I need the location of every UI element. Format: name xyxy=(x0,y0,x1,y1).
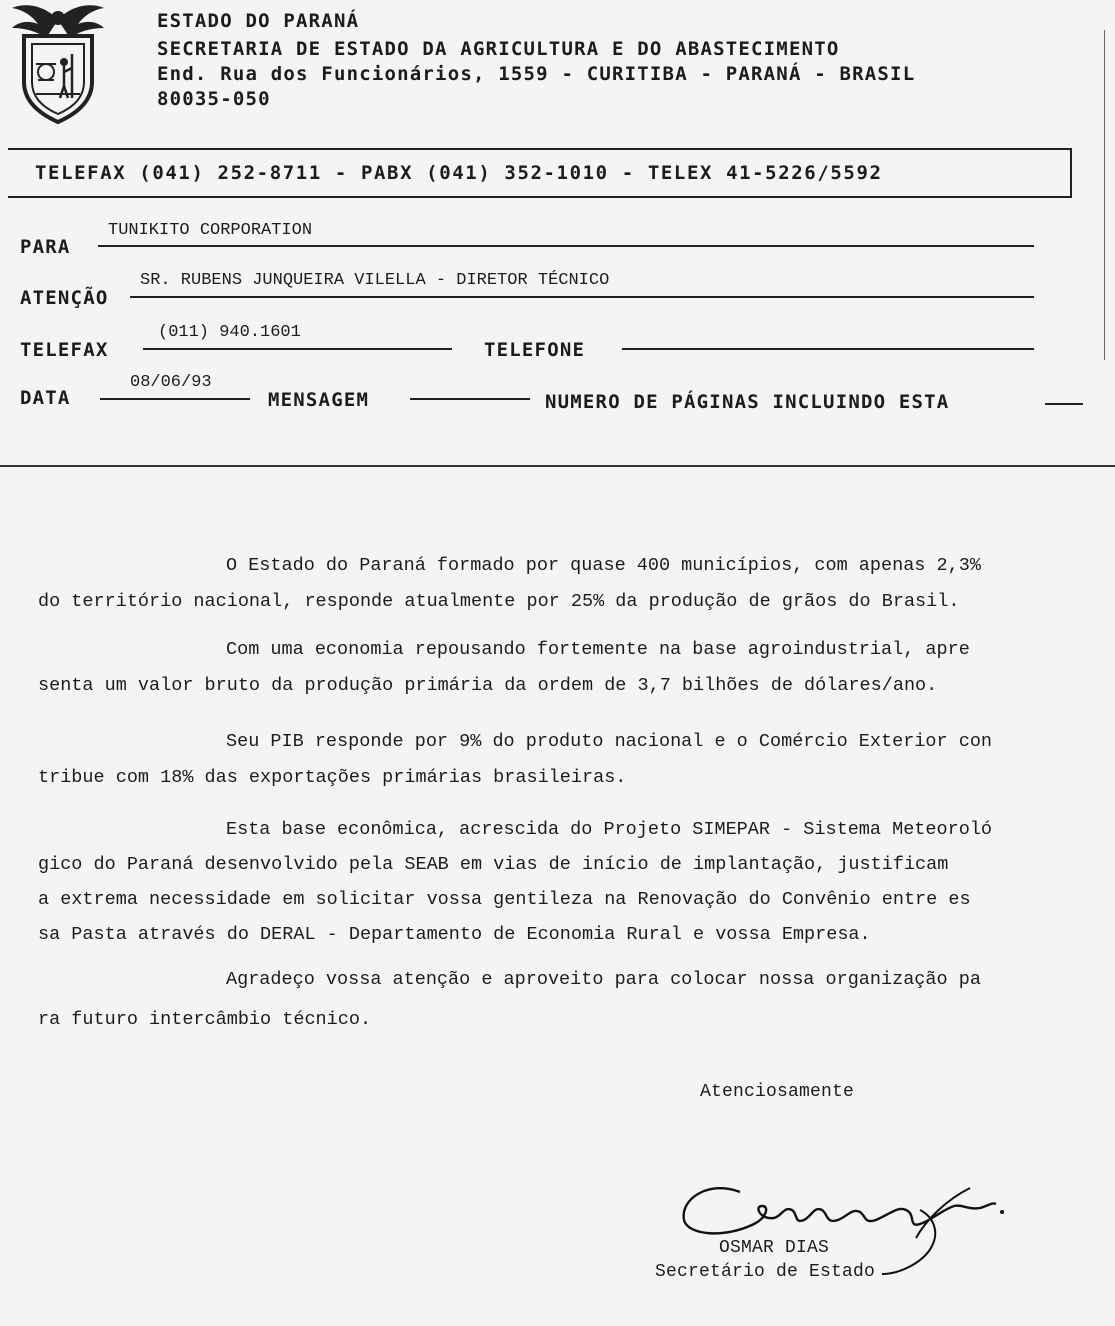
telefax-label: TELEFAX xyxy=(20,339,109,361)
atencao-line xyxy=(130,296,1034,298)
atencao-label: ATENÇÃO xyxy=(20,287,109,309)
paginas-label: NUMERO DE PÁGINAS INCLUINDO ESTA xyxy=(545,391,950,413)
paragraph-line: ra futuro intercâmbio técnico. xyxy=(38,1009,372,1030)
contact-bar-text: TELEFAX (041) 252-8711 - PABX (041) 352-1010 - TELEX 41-5226/5592 xyxy=(35,162,883,184)
signatory-title: Secretário de Estado xyxy=(655,1262,876,1282)
signatory-name: OSMAR DIAS xyxy=(719,1238,830,1258)
letterhead-state: ESTADO DO PARANÁ xyxy=(157,10,360,32)
para-line xyxy=(98,245,1034,247)
atencao-value: SR. RUBENS JUNQUEIRA VILELLA - DIRETOR TÉCNICO xyxy=(140,271,610,290)
paragraph-line: Seu PIB responde por 9% do produto nacional e o Comércio Exterior con xyxy=(226,731,993,752)
telefone-line xyxy=(622,348,1034,350)
paragraph-line: tribue com 18% das exportações primárias brasileiras. xyxy=(38,767,627,788)
paragraph-line: sa Pasta através do DERAL - Departamento de Economia Rural e vossa Empresa. xyxy=(38,924,871,945)
para-value: TUNIKITO CORPORATION xyxy=(108,221,313,240)
letterhead-secretariat: SECRETARIA DE ESTADO DA AGRICULTURA E DO ABASTECIMENTO xyxy=(157,38,840,60)
paragraph-5 xyxy=(38,960,1098,1040)
paragraph-line: do território nacional, responde atualmente por 25% da produção de grãos do Brasil. xyxy=(38,591,960,612)
data-value: 08/06/93 xyxy=(130,373,212,392)
paragraph-4 xyxy=(38,812,1098,952)
mensagem-line xyxy=(410,398,530,400)
paragraph-2 xyxy=(38,632,1098,704)
telefone-label: TELEFONE xyxy=(484,339,586,361)
data-label: DATA xyxy=(20,387,71,409)
coat-of-arms-emblem xyxy=(6,2,110,126)
paragraph-line: gico do Paraná desenvolvido pela SEAB em vias de início de implantação, justificam xyxy=(38,854,949,875)
letterhead-address: End. Rua dos Funcionários, 1559 - CURITIBA - PARANÁ - BRASIL xyxy=(157,63,916,85)
paragraph-line: Com uma economia repousando fortemente na base agroindustrial, apre xyxy=(226,639,970,660)
paginas-line xyxy=(1045,403,1083,405)
letterhead-zip: 80035-050 xyxy=(157,88,271,110)
paragraph-line: O Estado do Paraná formado por quase 400 municípios, com apenas 2,3% xyxy=(226,555,981,576)
paragraph-line: a extrema necessidade em solicitar vossa gentileza na Renovação do Convênio entre es xyxy=(38,889,971,910)
paragraph-1 xyxy=(38,548,1098,620)
paragraph-line: Agradeço vossa atenção e aproveito para colocar nossa organização pa xyxy=(226,969,981,990)
telefax-line xyxy=(143,348,452,350)
form-right-edge xyxy=(1104,30,1105,360)
header-separator xyxy=(0,465,1115,467)
closing-salutation: Atenciosamente xyxy=(700,1082,855,1102)
paragraph-line: senta um valor bruto da produção primária da ordem de 3,7 bilhões de dólares/ano. xyxy=(38,675,938,696)
paragraph-line: Esta base econômica, acrescida do Projeto SIMEPAR - Sistema Meteoroló xyxy=(226,819,993,840)
telefax-value: (011) 940.1601 xyxy=(158,323,301,342)
mensagem-label: MENSAGEM xyxy=(268,389,370,411)
data-line xyxy=(100,398,250,400)
para-label: PARA xyxy=(20,236,71,258)
paragraph-3 xyxy=(38,724,1098,796)
